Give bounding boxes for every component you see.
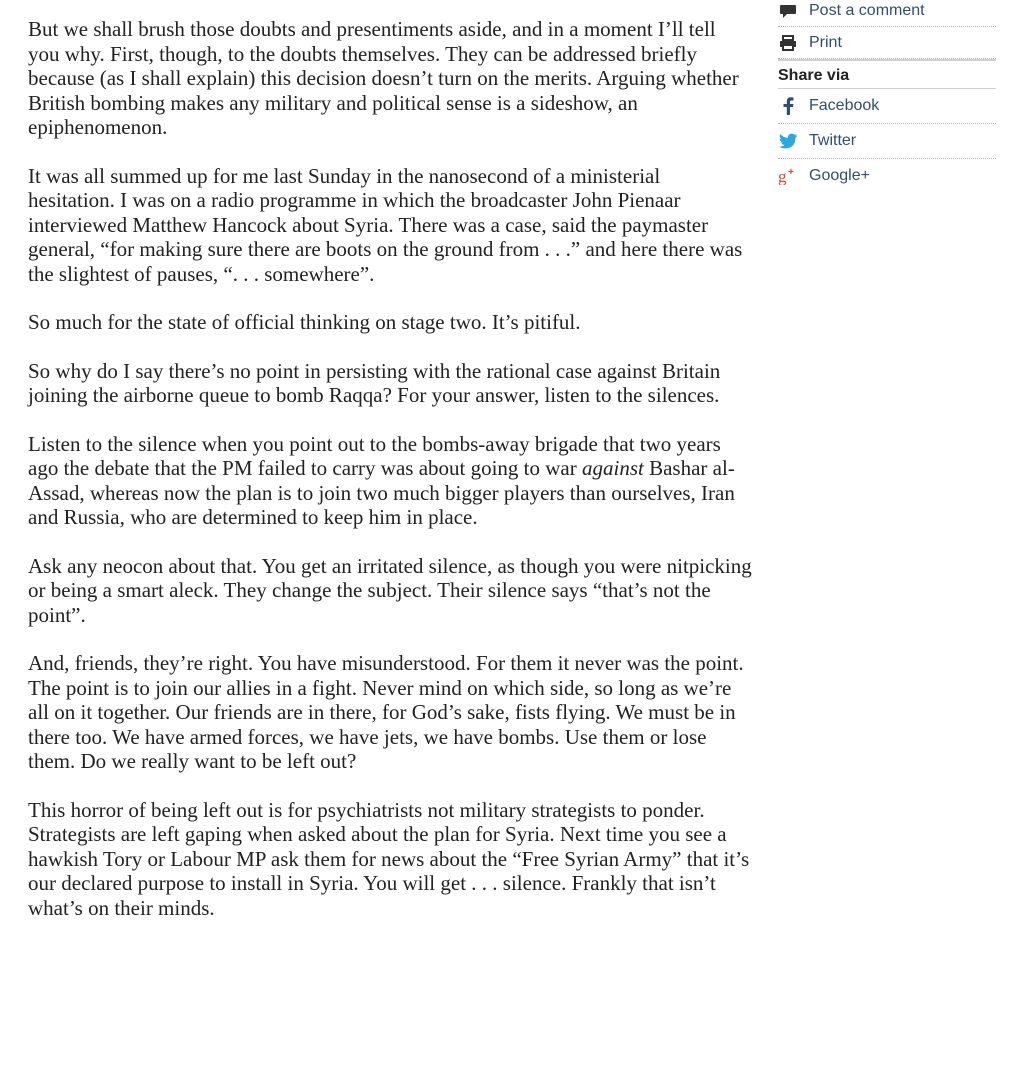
print-link[interactable] xyxy=(778,27,996,59)
article-paragraph-3: So much for the state of official thinking on stage two. It’s pitiful. xyxy=(28,310,581,334)
paragraph-5-text-start: Listen to the silence when you point out to the bombs-away brigade that two years ago the debate that the PM failed to carry was about going to war xyxy=(28,431,721,480)
google-plus-label: Google+ xyxy=(809,167,870,184)
twitter-label: Twitter xyxy=(809,132,857,149)
article-paragraph-7: And, friends, they’re right. You have misunderstood. For them it never was the point. The point is to join our allies in a fight. Never mind on which side, so long as we’re all on it together. Our friends are in there, for God’s sake, fists flying. We must be in there too. We have armed forces, we have jets, we have bombs. Use them or lose them. Do we really want to be left out? xyxy=(28,651,744,773)
svg-text:g: g xyxy=(778,167,787,185)
paragraph-5-text-end: Bashar al-Assad, whereas now the plan is to join two much bigger players than ourselves, Iran and Russia, who are determined to keep him in place. xyxy=(28,456,735,529)
emphasis-against: against xyxy=(582,456,644,480)
print-label: Print xyxy=(809,33,842,51)
post-comment-label: Post a comment xyxy=(809,2,925,19)
share-facebook-link[interactable] xyxy=(778,89,996,124)
article-paragraph-5 xyxy=(28,432,752,530)
article-paragraph-1: But we shall brush those doubts and presentiments aside, and in a moment I’ll tell you why. First, though, to the doubts themselves. They can be addressed briefly because (as I shall explain) this decision doesn’t turn on the merits. Arguing whether British bombing makes any military and political sense is a sideshow, an epiphenomenon. xyxy=(28,17,739,139)
twitter-icon xyxy=(778,131,798,151)
article-paragraph-8: This horror of being left out is for psychiatrists not military strategists to ponder. Strategists are left gaping when asked about the plan for Syria. Next time you see a hawkish Tory or Labour MP ask them for news about the “Free Syrian Army” that it’s our declared purpose to install in Syria. You will get . . . silence. Frankly that isn’t what’s on their minds. xyxy=(28,797,750,920)
svg-text:+: + xyxy=(788,167,794,178)
printer-icon xyxy=(778,33,798,53)
facebook-label: Facebook xyxy=(809,97,880,114)
post-comment-link[interactable] xyxy=(778,0,996,27)
google-plus-icon xyxy=(778,166,798,186)
facebook-icon xyxy=(778,96,798,116)
share-google-plus-link[interactable] xyxy=(778,159,996,193)
article-tools-sidebar xyxy=(778,0,996,193)
article-body xyxy=(28,17,752,944)
article-paragraph-4: So why do I say there’s no point in persisting with the rational case against Britain joining the airborne queue to bomb Raqqa? For your answer, listen to the silences. xyxy=(28,358,721,407)
article-paragraph-6: Ask any neocon about that. You get an irritated silence, as though you were nitpicking or being a smart aleck. They change the subject. Their silence says “that’s not the point”. xyxy=(28,553,752,627)
article-paragraph-2: It was all summed up for me last Sunday in the nanosecond of a ministerial hesitation. I was on a radio programme in which the broadcaster John Pienaar interviewed Matthew Hancock about Syria. There was a case, said the paymaster general, “for making sure there are boots on the ground from . . .” and here there was the slightest of pauses, “. . . somewhere”. xyxy=(28,163,743,286)
share-via-heading: Share via xyxy=(778,59,996,89)
speech-bubble-icon xyxy=(778,2,798,22)
share-twitter-link[interactable] xyxy=(778,124,996,159)
